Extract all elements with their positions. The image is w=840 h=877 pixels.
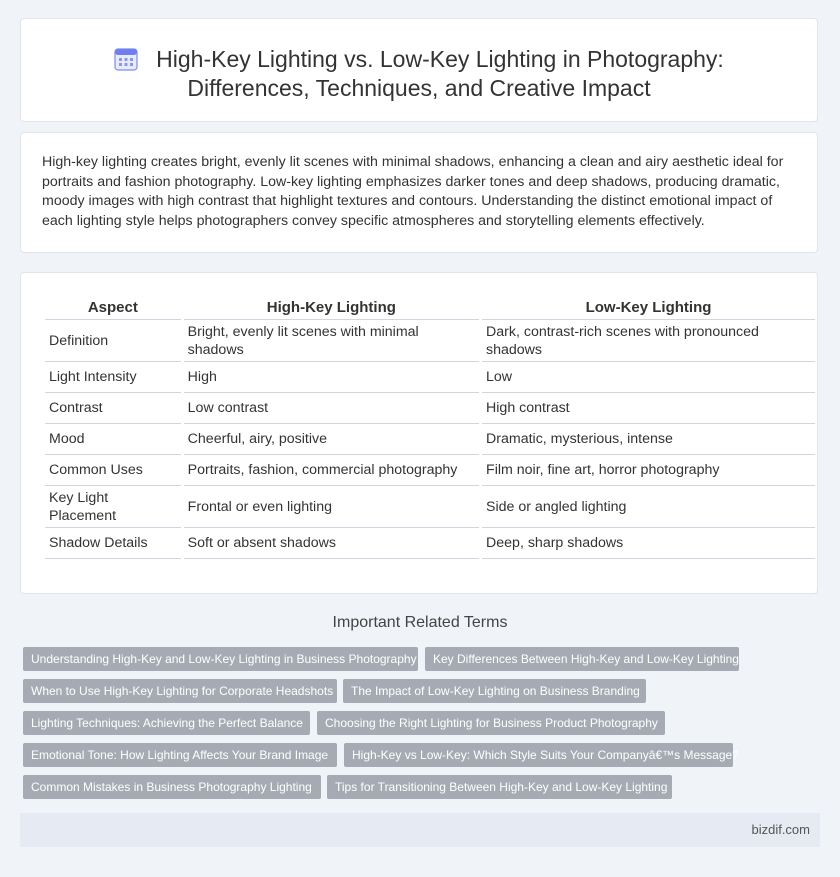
related-term-tag[interactable]: Tips for Transitioning Between High-Key and Low-Key Lighting (327, 775, 672, 799)
comparison-table (42, 295, 818, 559)
header-low-key: Low-Key Lighting (482, 295, 815, 320)
table-row (45, 424, 815, 455)
related-term-tag[interactable]: Emotional Tone: How Lighting Affects Your Brand Image (23, 743, 337, 767)
cell-aspect: Contrast (45, 393, 181, 424)
related-term-tag[interactable]: Understanding High-Key and Low-Key Lighting in Business Photography (23, 647, 418, 671)
page-title (21, 45, 817, 103)
header-high-key: High-Key Lighting (184, 295, 479, 320)
related-term-tag[interactable]: Key Differences Between High-Key and Low-Key Lighting (425, 647, 739, 671)
footer (20, 813, 820, 847)
cell-aspect: Definition (45, 320, 181, 362)
cell-high-key: Low contrast (184, 393, 479, 424)
cell-aspect: Key Light Placement (45, 486, 181, 528)
title-card (20, 18, 818, 122)
cell-aspect: Mood (45, 424, 181, 455)
table-row (45, 486, 815, 528)
title-line-2: Differences, Techniques, and Creative Impact (187, 75, 651, 101)
related-term-tag[interactable]: When to Use High-Key Lighting for Corporate Headshots (23, 679, 337, 703)
cell-high-key: Frontal or even lighting (184, 486, 479, 528)
table-row (45, 528, 815, 559)
table-header-row (45, 295, 815, 320)
comparison-card (20, 272, 818, 594)
calendar-icon (114, 47, 138, 71)
table-row (45, 320, 815, 362)
intro-text: High-key lighting creates bright, evenly lit scenes with minimal shadows, enhancing a clean and airy aesthetic ideal for portraits and fashion photography. Low-key lighting emphasizes darker tones and deep shadows, producing dramatic, moody images with high contrast that highlight textures and contours. Understanding the distinct emotional impact of each lighting style helps photographers convey specific atmospheres and storytelling elements effectively. (42, 154, 784, 230)
cell-aspect: Shadow Details (45, 528, 181, 559)
table-row (45, 455, 815, 486)
table-row (45, 362, 815, 393)
cell-high-key: Portraits, fashion, commercial photography (184, 455, 479, 486)
cell-high-key: Soft or absent shadows (184, 528, 479, 559)
cell-low-key: High contrast (482, 393, 815, 424)
intro-card (20, 132, 818, 253)
related-term-tag[interactable]: High-Key vs Low-Key: Which Style Suits Your Companyâ€™s Message? (344, 743, 733, 767)
table-row (45, 393, 815, 424)
cell-aspect: Common Uses (45, 455, 181, 486)
title-line-1: High-Key Lighting vs. Low-Key Lighting in Photography: (156, 46, 724, 72)
cell-low-key: Deep, sharp shadows (482, 528, 815, 559)
header-aspect: Aspect (45, 295, 181, 320)
related-terms-heading: Important Related Terms (332, 614, 508, 631)
cell-low-key: Dramatic, mysterious, intense (482, 424, 815, 455)
related-term-tag[interactable]: Lighting Techniques: Achieving the Perfect Balance (23, 711, 310, 735)
cell-high-key: Bright, evenly lit scenes with minimal shadows (184, 320, 479, 362)
related-term-tag[interactable]: Common Mistakes in Business Photography Lighting (23, 775, 321, 799)
cell-high-key: High (184, 362, 479, 393)
cell-high-key: Cheerful, airy, positive (184, 424, 479, 455)
related-term-tag[interactable]: Choosing the Right Lighting for Business Product Photography (317, 711, 665, 735)
cell-low-key: Film noir, fine art, horror photography (482, 455, 815, 486)
cell-low-key: Low (482, 362, 815, 393)
cell-low-key: Side or angled lighting (482, 486, 815, 528)
cell-low-key: Dark, contrast-rich scenes with pronounced shadows (482, 320, 815, 362)
cell-aspect: Light Intensity (45, 362, 181, 393)
footer-site-name[interactable]: bizdif.com (751, 822, 810, 837)
related-term-tag[interactable]: The Impact of Low-Key Lighting on Business Branding (343, 679, 646, 703)
